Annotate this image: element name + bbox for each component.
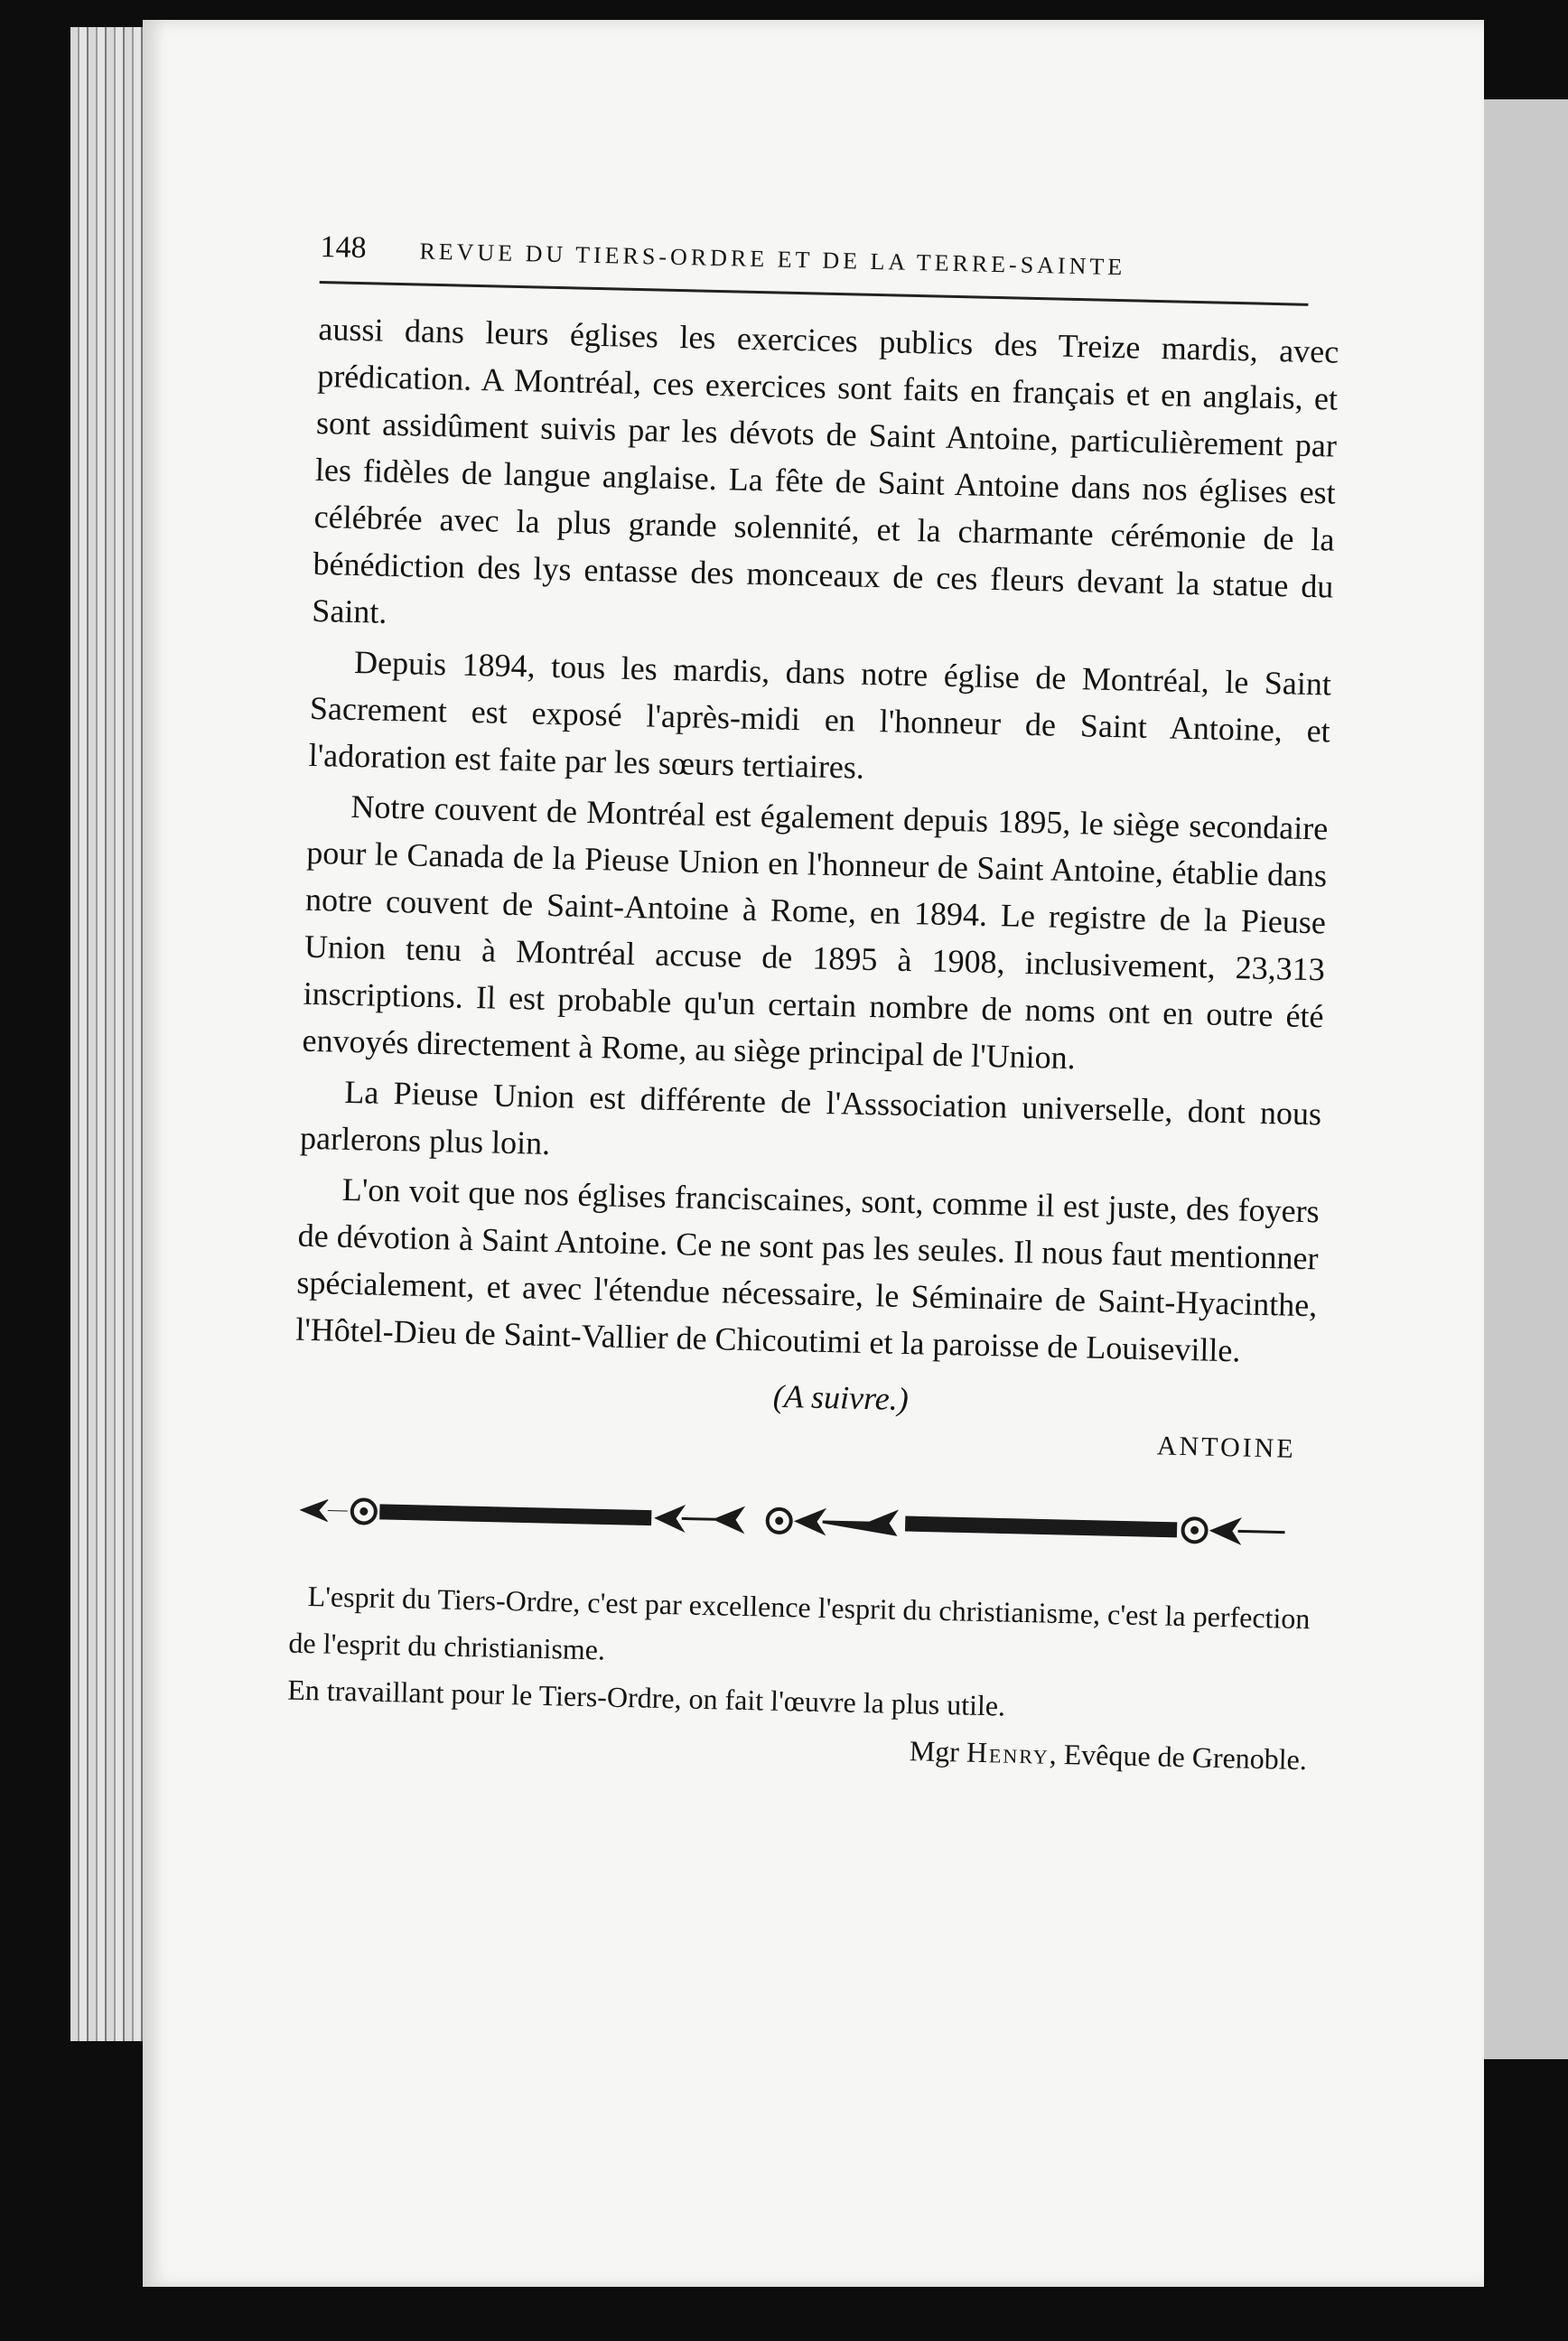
- paragraph: La Pieuse Union est différente de l'Asssociation universelle, dont nous parlerons plus loin.: [299, 1073, 1322, 1162]
- paragraph: Notre couvent de Montréal est également depuis 1895, le siège secondaire pour le Canada de la Pieuse Union en l'honneur de Saint Antoine, établie dans notre couvent de Saint-Antoine à Rome, en 1894. Le registre de la Pieuse Union tenu à Montréal accuse de 1895 à 1908, inclusivement, 23,313 inscriptions. Il est probable qu'un certain nombre de noms ont en outre été envoyés directement à Rome, au siège principal de l'Union.: [302, 788, 1329, 1077]
- attribution-prefix: Mgr: [909, 1734, 960, 1768]
- quote-line: L'esprit du Tiers-Ordre, c'est par excellence l'esprit du christianisme, c'est la perfection de l'esprit du christianisme.: [288, 1580, 1311, 1666]
- paragraph: Depuis 1894, tous les mardis, dans notre église de Montréal, le Saint Sacrement est exposé l'après-midi en l'honneur de Saint Antoine, et l'adoration est faite par les sœurs tertiaires.: [308, 643, 1332, 786]
- page-content: [286, 230, 1341, 1783]
- hatched-bar: [380, 1505, 651, 1525]
- arrowhead-ornament: [1212, 1520, 1285, 1544]
- to-be-continued: (A suivre.): [772, 1377, 910, 1418]
- arrowhead-ornament: [797, 1510, 895, 1534]
- author-signature: ANTOINE: [1156, 1431, 1297, 1464]
- article-body: [295, 305, 1339, 1376]
- running-title: REVUE DU TIERS-ORDRE ET DE LA TERRE-SAINTE: [419, 238, 1126, 281]
- page-stack-edges: [70, 27, 152, 2041]
- arrowhead-ornament: [657, 1507, 742, 1531]
- attribution-name: Henry: [966, 1735, 1050, 1770]
- hatched-bar: [905, 1516, 1176, 1537]
- closing-quote: [286, 1572, 1311, 1784]
- ornamental-divider: [291, 1492, 1294, 1551]
- paragraph: aussi dans leurs églises les exercices publics des Treize mardis, avec prédication. A Montréal, ces exercices sont faits en français et en anglais, et sont assidûment suivis par les dévots de Saint Antoine, particulièrement par les fidèles de langue anglaise. La fête de Saint Antoine dans nos églises est célébrée avec la plus grande solennité, et la charmante cérémonie de la bénédiction des lys entasse des monceaux de ces fleurs devant la statue du Saint.: [311, 310, 1339, 630]
- facing-page-edge: [1481, 99, 1568, 2059]
- attribution-suffix: , Evêque de Grenoble.: [1049, 1737, 1308, 1777]
- quote-line: En travaillant pour le Tiers-Ordre, on fait l'œuvre la plus utile.: [286, 1673, 1006, 1722]
- page-number: 148: [320, 230, 367, 266]
- paragraph: L'on voit que nos églises franciscaines, sont, comme il est juste, des foyers de dévotion à Saint Antoine. Ce ne sont pas les seules. Il nous faut mentionner spécialement, et avec l'étendue nécessaire, le Séminaire de Saint-Hyacinthe, l'Hôtel-Dieu de Saint-Vallier de Chicoutimi et la paroisse de Louiseville.: [294, 1170, 1321, 1369]
- arrowhead-ornament: [301, 1499, 349, 1522]
